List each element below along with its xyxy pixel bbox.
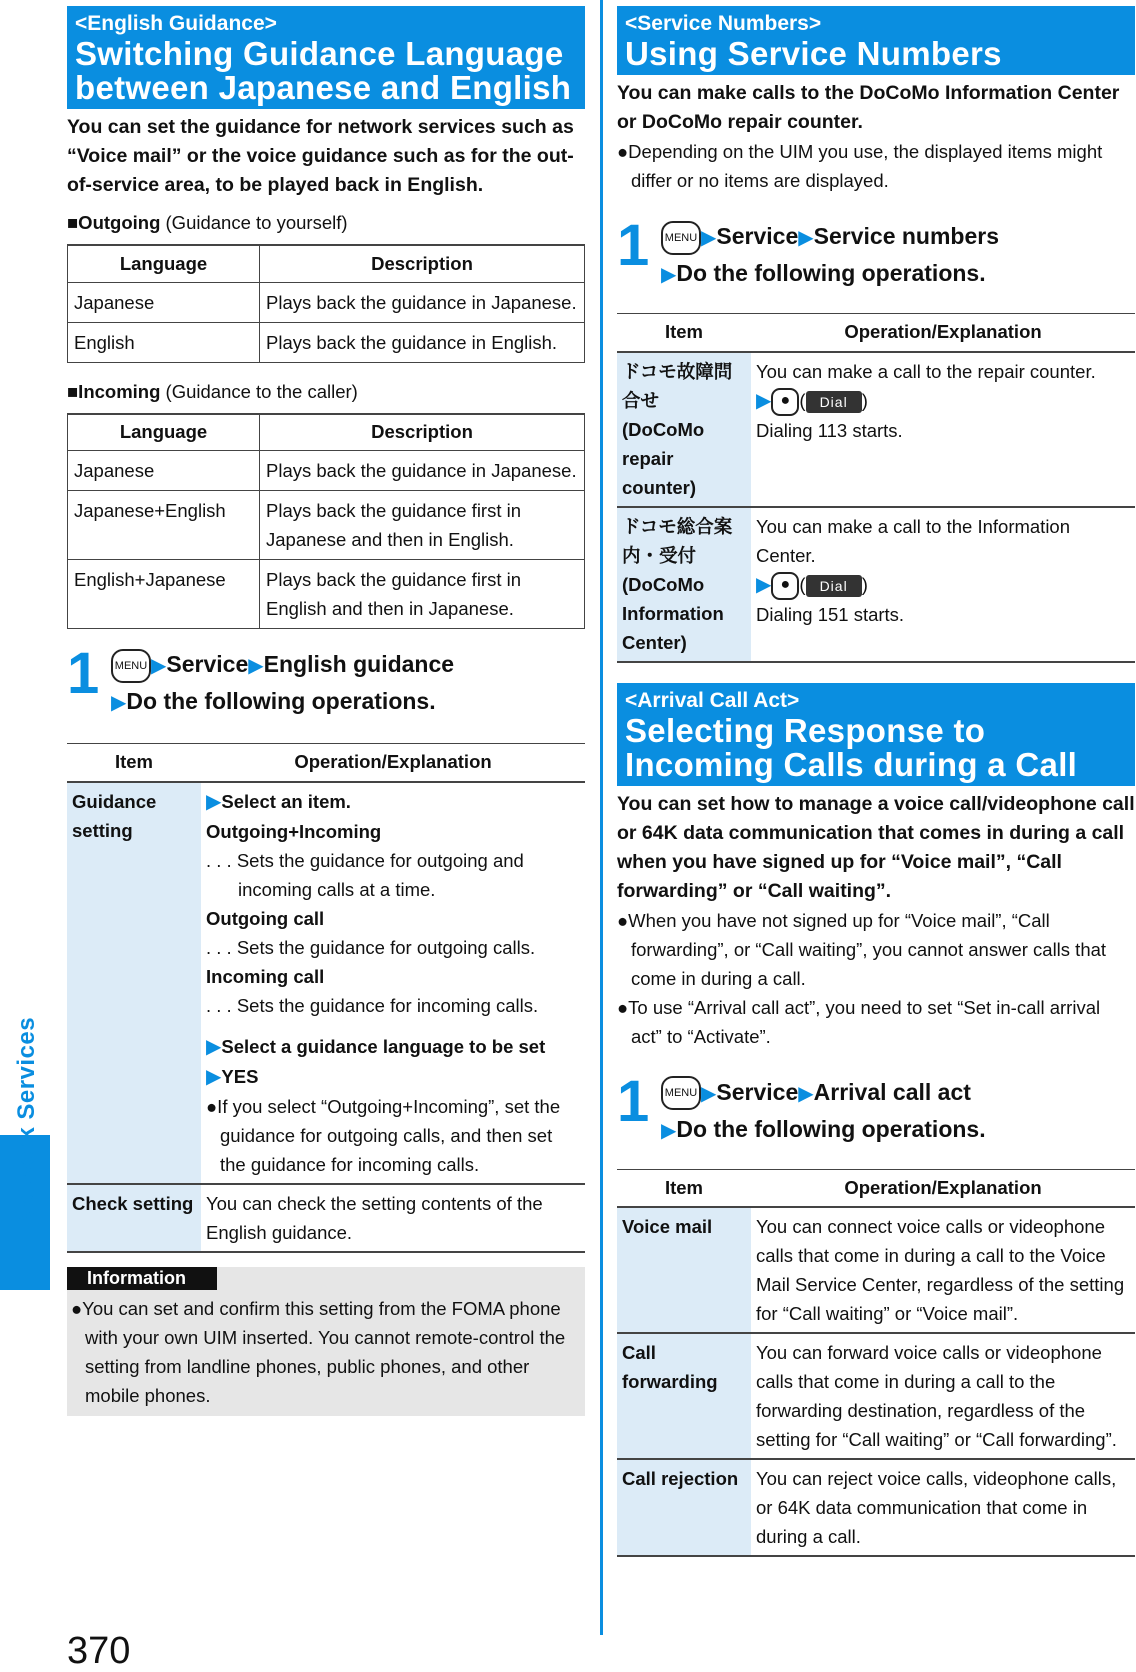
col-header: Item xyxy=(67,744,201,782)
col-header: Language xyxy=(68,245,260,282)
center-key-icon: ● xyxy=(771,388,799,416)
table-row: Japanese Plays back the guidance in Japanese. xyxy=(68,282,585,322)
dial-key-icon: Dial xyxy=(806,575,862,597)
header-tag: <Arrival Call Act> xyxy=(625,688,800,712)
menu-key-icon: MENU xyxy=(111,649,151,683)
menu-key-icon: MENU xyxy=(661,221,701,255)
col-header: Description xyxy=(260,245,585,282)
step-1 xyxy=(617,1068,1135,1149)
table-row: ドコモ故障問合せ (DoCoMo repair counter) You can make a call to the repair counter. ▶ ● ( Dial ) Dialing 113 starts. xyxy=(617,352,1135,507)
col-header: Operation/Explanation xyxy=(201,744,585,782)
header-tag: <English Guidance> xyxy=(75,12,277,35)
incoming-heading: ■Incoming (Guidance to the caller) xyxy=(67,380,358,402)
header-tag: <Service Numbers> xyxy=(625,12,822,35)
step-1 xyxy=(67,641,585,721)
side-tab xyxy=(0,0,50,1290)
english-guidance-header xyxy=(67,6,585,109)
step-instruction: MENU ▶Service▶Service numbers ▶Do the following operations. xyxy=(661,217,999,293)
section-title: Selecting Response to Incoming Calls during a Call xyxy=(625,711,1078,783)
col-header: Operation/Explanation xyxy=(751,1169,1135,1207)
table-row: English Plays back the guidance in English. xyxy=(68,322,585,362)
item-repair-counter: ドコモ故障問合せ (DoCoMo repair counter) xyxy=(617,352,751,507)
table-row: Call forwarding You can forward voice calls or videophone calls that come in during a call to the forwarding destination, regardless of the setting for “Call waiting” or “Call forwarding”. xyxy=(617,1333,1135,1459)
outgoing-heading: ■Outgoing (Guidance to yourself) xyxy=(67,212,348,233)
step-number: 1 xyxy=(67,641,100,706)
outgoing-table xyxy=(67,244,585,363)
step-instruction: MENU ▶Service▶Arrival call act ▶Do the following operations. xyxy=(661,1073,986,1149)
table-row: English+Japanese Plays back the guidance first in English and then in Japanese. xyxy=(68,560,585,629)
column-divider xyxy=(600,0,603,1635)
step-1 xyxy=(617,213,1135,293)
page-number: 370 xyxy=(67,1630,131,1672)
dial-key-icon: Dial xyxy=(806,391,862,413)
menu-key-icon: MENU xyxy=(661,1076,701,1110)
note: ●Depending on the UIM you use, the displayed items might differ or no items are displayed. xyxy=(617,141,1103,191)
note: ●To use “Arrival call act”, you need to set “Set in-call arrival act” to “Activate”. xyxy=(617,996,1101,1047)
left-column xyxy=(67,6,585,1416)
table-row: Check setting You can check the setting contents of the English guidance. xyxy=(67,1184,585,1252)
col-header: Description xyxy=(260,414,585,451)
table-row: Guidance setting ▶Select an item. Outgoing+Incoming . . . Sets the guidance for outgoing and incoming calls at a time. Outgoing call . . . Sets the guidance for outgoing calls. Incoming call . . . Sets the guidance for incoming calls. ▶Select a guidance language to be set ▶YES ●If you select “Outgoing+Incoming”, set the guidance for outgoing calls, and then set the guidance for incoming calls. xyxy=(67,782,585,1184)
item-information-center: ドコモ総合案内・受付 (DoCoMo Information Center) xyxy=(617,507,751,662)
table-row: Call rejection You can reject voice calls, videophone calls, or 64K data communication that come in during a call. xyxy=(617,1459,1135,1556)
step-number: 1 xyxy=(617,213,650,278)
lead-text: You can make calls to the DoCoMo Information Center or DoCoMo repair counter. xyxy=(617,82,1120,133)
lead-text: You can set how to manage a voice call/videophone call or 64K data communication that comes in during a call when you have signed up for “Voice mail”, “Call forwarding” or “Call waiting”. xyxy=(617,792,1135,902)
information-body: ●You can set and confirm this setting from the FOMA phone with your own UIM inserted. You cannot remote-control the setting from landline phones, public phones, and other mobile phones. xyxy=(71,1297,566,1406)
col-header: Item xyxy=(617,314,751,352)
note: ●When you have not signed up for “Voice mail”, “Call forwarding”, or “Call waiting”, you cannot answer calls that come in during a call. xyxy=(617,909,1107,989)
table-row: Voice mail You can connect voice calls or videophone calls that come in during a call to the Voice Mail Service Center, regardless of the setting for “Call waiting” or “Voice mail”. xyxy=(617,1207,1135,1333)
col-header: Item xyxy=(617,1169,751,1207)
information-tag: Information xyxy=(67,1267,217,1290)
table-row: Japanese+English Plays back the guidance first in Japanese and then in English. xyxy=(68,491,585,560)
right-column xyxy=(617,6,1135,1557)
item-check-setting: Check setting xyxy=(67,1184,201,1252)
side-tab-label: Network Services xyxy=(13,1016,40,1225)
incoming-table xyxy=(67,413,585,630)
col-header: Operation/Explanation xyxy=(751,314,1135,352)
information-box xyxy=(67,1267,585,1416)
table-row: Japanese Plays back the guidance in Japanese. xyxy=(68,451,585,491)
service-numbers-table xyxy=(617,313,1135,663)
item-guidance-setting: Guidance setting xyxy=(67,782,201,1184)
arrival-call-act-header xyxy=(617,683,1135,786)
table-row: ドコモ総合案内・受付 (DoCoMo Information Center) You can make a call to the Information Center. ▶ ● ( Dial ) Dialing 151 starts. xyxy=(617,507,1135,662)
arrival-call-act-table xyxy=(617,1169,1135,1558)
step-instruction: MENU ▶Service▶English guidance ▶Do the following operations. xyxy=(111,645,454,721)
section-title: Switching Guidance Language between Japanese and English xyxy=(75,35,572,106)
step-number: 1 xyxy=(617,1068,650,1134)
section-title: Using Service Numbers xyxy=(625,35,1002,72)
service-numbers-header xyxy=(617,6,1135,75)
col-header: Language xyxy=(68,414,260,451)
guidance-operations-table xyxy=(67,743,585,1253)
center-key-icon: ● xyxy=(771,572,799,600)
lead-text: You can set the guidance for network services such as “Voice mail” or the voice guidance such as for the out-of-service area, to be played back in English. xyxy=(67,116,574,196)
